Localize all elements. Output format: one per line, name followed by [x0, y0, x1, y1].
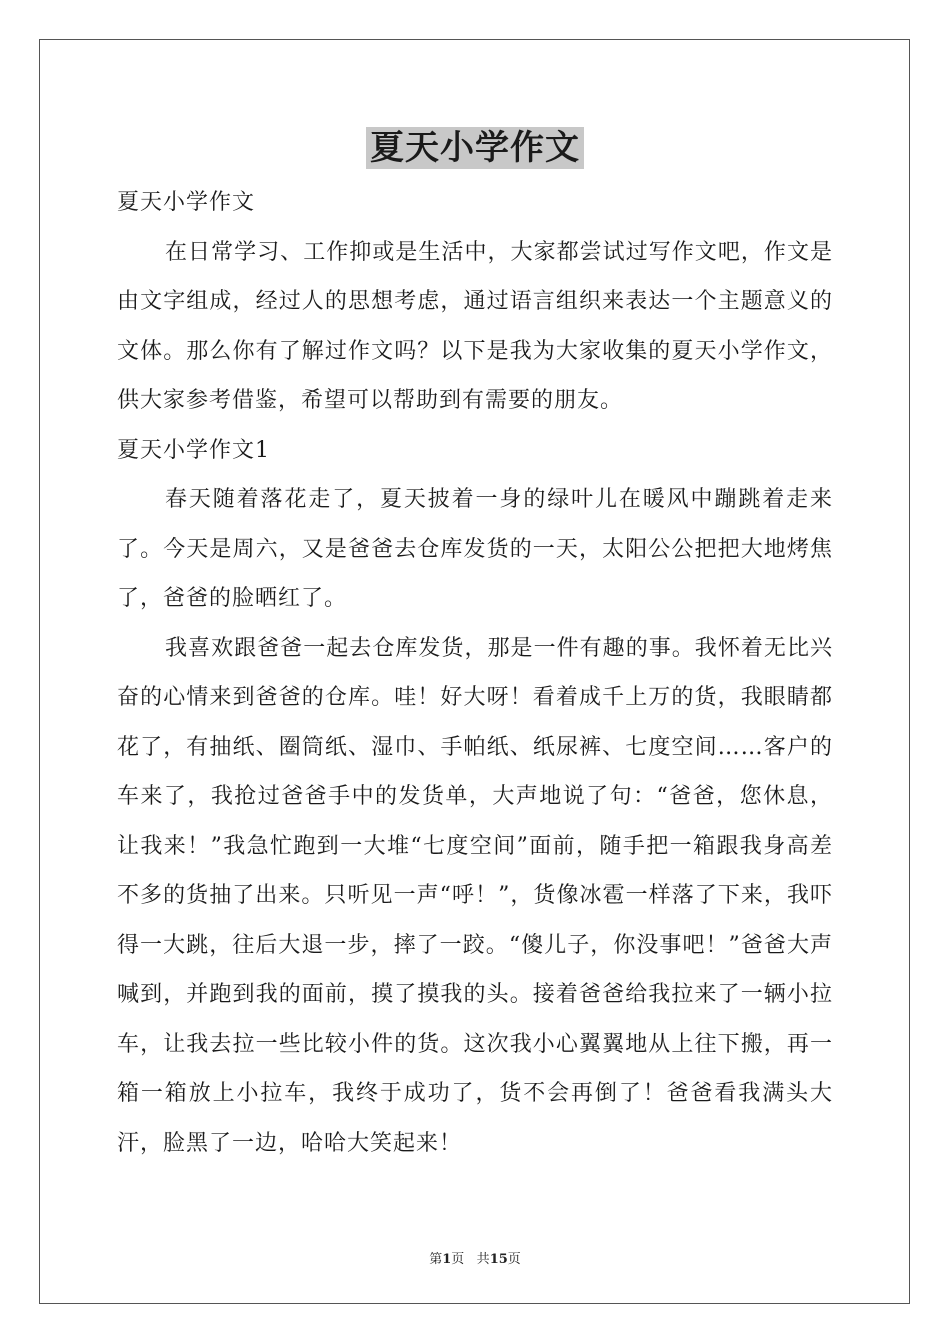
page-number: 1: [442, 1252, 452, 1267]
title-wrap: [0, 127, 950, 169]
page-footer: [0, 1248, 950, 1267]
page-total: 15: [489, 1252, 508, 1267]
total-suffix: 页: [507, 1252, 521, 1267]
intro-paragraph: 在日常学习、工作抑或是生活中，大家都尝试过写作文吧，作文是由文字组成，经过人的思想考虑，通过语言组织来表达一个主题意义的文体。那么你有了解过作文吗？以下是我为大家收集的夏天小学作文，供大家参考借鉴，希望可以帮助到有需要的朋友。: [117, 239, 833, 413]
total-prefix: 共: [476, 1252, 490, 1267]
body-paragraph-2: 我喜欢跟爸爸一起去仓库发货，那是一件有趣的事。我怀着无比兴奋的心情来到爸爸的仓库。哇！好大呀！看着成千上万的货，我眼睛都花了，有抽纸、圈筒纸、湿巾、手帕纸、纸尿裤、七度空间……客户的车来了，我抢过爸爸手中的发货单，大声地说了句：“爸爸，您休息，让我来！”我急忙跑到一大堆“七度空间”面前，随手把一箱跟我身高差不多的货抽了出来。只听见一声“呼！”，货像冰雹一样落了下来，我吓得一大跳，往后大退一步，摔了一跤。“傻儿子，你没事吧！”爸爸大声喊到，并跑到我的面前，摸了摸我的头。接着爸爸给我拉来了一辆小拉车，让我去拉一些比较小件的货。这次我小心翼翼地从上往下搬，再一箱一箱放上小拉车，我终于成功了，货不会再倒了！爸爸看我满头大汗，脸黑了一边，哈哈大笑起来！: [117, 635, 833, 1156]
document-subtitle: 夏天小学作文: [117, 190, 256, 215]
document-body: [117, 178, 833, 1168]
page-prefix: 第: [429, 1252, 443, 1267]
body-paragraph-1: 春天随着落花走了，夏天披着一身的绿叶儿在暖风中蹦跳着走来了。今天是周六，又是爸爸去仓库发货的一天，太阳公公把把大地烤焦了，爸爸的脸晒红了。: [117, 487, 833, 611]
document-title: 夏天小学作文: [366, 127, 584, 169]
page-suffix: 页: [451, 1252, 465, 1267]
section-heading: 夏天小学作文1: [117, 437, 270, 463]
